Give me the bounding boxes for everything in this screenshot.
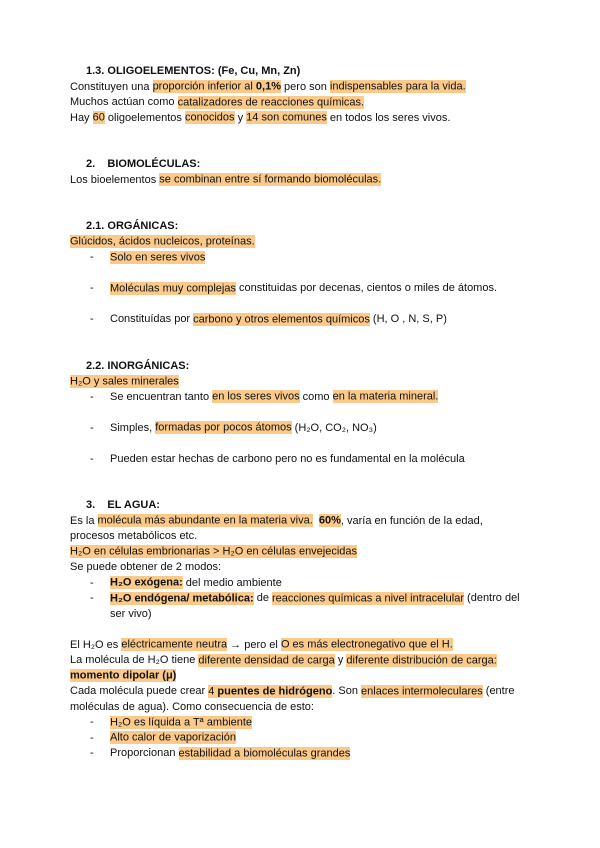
text-run: 2.2. INORGÁNICAS: [86, 359, 190, 372]
bullet-item [70, 746, 530, 762]
highlighted-text: H₂O y sales minerales [70, 375, 179, 387]
highlighted-text: 4 [208, 685, 215, 697]
bullet-item [70, 421, 530, 437]
blank-line [70, 343, 530, 359]
bullet-dash: - [90, 421, 94, 434]
text-run: Se puede obtener de 2 modos: [70, 561, 222, 573]
bullet-item [70, 390, 530, 406]
text-run: Constituyen una [70, 80, 153, 93]
paragraph [70, 173, 530, 189]
bullet-text [110, 452, 530, 468]
paragraph [70, 374, 530, 390]
paragraph [70, 560, 530, 576]
blank-line [70, 436, 530, 452]
bullet-item [70, 576, 530, 592]
highlighted-text: diferente distribución de carga: [346, 654, 497, 666]
text-run: Pueden estar hechas de carbono pero no es fundamental en la molécula [110, 452, 465, 465]
highlighted-text: diferente densidad de carga [198, 654, 335, 666]
highlighted-text: proporción inferior al [152, 80, 256, 93]
text-run: Muchos actúan como [70, 96, 178, 108]
blank-line [70, 297, 530, 313]
text-run: 2.1. ORGÁNICAS: [86, 220, 179, 232]
text-run: El H₂O es [70, 638, 122, 651]
text-run: Hay [70, 111, 93, 124]
bullet-dash: - [90, 452, 94, 465]
highlighted-text: indispensables para la vida. [329, 80, 466, 93]
highlighted-text: enlaces intermoleculares [361, 685, 483, 697]
bullet-text [110, 576, 530, 592]
text-run: y [234, 111, 247, 124]
bullet-text [110, 421, 530, 437]
highlighted-text: 60 [92, 111, 105, 124]
paragraph [70, 514, 530, 545]
highlighted-text: 60% [318, 514, 341, 527]
blank-line [70, 266, 530, 282]
text-run: Los bioelementos [70, 173, 160, 186]
text-run: (H, O , N, S, P) [369, 313, 447, 325]
heading-el-agua [70, 498, 530, 514]
bullet-dash: - [90, 576, 94, 589]
blank-line [70, 126, 530, 142]
highlighted-text: H₂O en células embrionarias > H₂O en células envejecidas [70, 545, 358, 558]
bullet-item [70, 312, 530, 328]
highlighted-text: conocidos [184, 111, 235, 124]
heading-inorganicas [70, 359, 530, 375]
blank-line [70, 622, 530, 638]
blank-line [70, 483, 530, 499]
highlighted-text: H₂O endógena/ metabólica: [110, 592, 254, 604]
text-run: Es la [70, 514, 98, 527]
text-run: como [299, 390, 333, 403]
highlighted-text: en la materia mineral. [332, 390, 439, 403]
paragraph [70, 653, 530, 684]
highlighted-text: Glúcidos, ácidos nucleicos, proteínas. [70, 235, 255, 248]
text-run [313, 515, 319, 527]
text-run: constituidas por decenas, cientos o miles de átomos. [235, 282, 498, 294]
highlighted-text: molécula más abundante en la materia viva. [97, 514, 313, 527]
highlighted-text: se combinan entre sí formando biomoléculas. [159, 173, 382, 186]
paragraph [70, 684, 530, 715]
paragraph [70, 235, 530, 251]
bullet-item [70, 715, 530, 731]
paragraph [70, 638, 530, 654]
text-run: Simples, [110, 421, 156, 434]
highlighted-text: O es más electronegativo que el H. [280, 638, 453, 651]
paragraph [70, 80, 530, 96]
highlighted-text: H₂O es líquida a Tª ambiente [110, 716, 253, 728]
text-run: (H₂O, CO₂, NO₃) [291, 421, 377, 434]
text-run: Proporcionan [110, 747, 179, 759]
bullet-item [70, 281, 530, 297]
text-run: → pero el [227, 638, 281, 651]
highlighted-text: carbono y otros elementos químicos [193, 313, 370, 325]
text-run: La molécula de H₂O tiene [70, 654, 199, 666]
blank-line [70, 405, 530, 421]
text-run: y [334, 654, 347, 666]
text-run: oligoelementos [104, 111, 185, 124]
highlighted-text: Solo en seres vivos [110, 251, 206, 263]
highlighted-text: momento dipolar (μ) [70, 669, 177, 682]
heading-organicas [70, 219, 530, 235]
text-run: Se encuentran tanto [110, 390, 213, 403]
blank-line [70, 467, 530, 483]
paragraph [70, 111, 530, 127]
text-run: 3. EL AGUA: [86, 499, 160, 511]
text-run: , varía en función de la edad, procesos metabólicos etc. [70, 514, 486, 542]
bullet-text [110, 281, 530, 297]
text-run: (dentro del ser vivo) [110, 592, 523, 620]
bullet-text [110, 746, 530, 762]
bullet-item [70, 452, 530, 468]
bullet-dash: - [90, 747, 94, 759]
highlighted-text: 0,1% [255, 80, 281, 93]
blank-line [70, 188, 530, 204]
highlighted-text: en los seres vivos [212, 390, 300, 403]
text-run: Constituídas por [110, 313, 194, 325]
bullet-text [110, 715, 530, 731]
heading-biomoleculas [70, 157, 530, 173]
bullet-text [110, 312, 530, 328]
paragraph [70, 95, 530, 111]
bullet-dash: - [90, 390, 94, 403]
bullet-dash: - [90, 592, 94, 604]
bullet-text [110, 390, 530, 406]
highlighted-text: formadas por pocos átomos [155, 421, 292, 434]
bullet-item [70, 250, 530, 266]
bullet-item [70, 591, 530, 622]
text-run: 1.3. OLIGOELEMENTOS: (Fe, Cu, Mn, Zn) [86, 65, 301, 77]
bullet-text [110, 591, 530, 622]
text-run: . Son [332, 685, 362, 697]
highlighted-text: eléctricamente neutra [121, 638, 228, 651]
bullet-text [110, 731, 530, 747]
blank-line [70, 204, 530, 220]
bullet-dash: - [90, 313, 94, 325]
text-run: 2. BIOMOLÉCULAS: [86, 158, 201, 170]
highlighted-text: puentes de hidrógeno [217, 685, 333, 697]
bullet-item [70, 731, 530, 747]
text-run: pero son [280, 80, 330, 93]
blank-line [70, 142, 530, 158]
bullet-dash: - [90, 731, 94, 744]
highlighted-text: H₂O exógena: [110, 576, 183, 589]
paragraph [70, 545, 530, 561]
text-run: (entre moléculas de agua). Como consecuencia de esto: [70, 685, 518, 713]
text-run: del medio ambiente [182, 576, 282, 589]
text-run: Cada molécula puede crear [70, 685, 209, 697]
bullet-text [110, 250, 530, 266]
bullet-dash: - [90, 716, 94, 728]
highlighted-text: 14 son comunes [246, 111, 327, 124]
text-run: de [253, 592, 272, 604]
bullet-dash: - [90, 282, 94, 294]
highlighted-text: Alto calor de vaporización [110, 731, 236, 744]
blank-line [70, 328, 530, 344]
bullet-dash: - [90, 251, 94, 263]
highlighted-text: catalizadores de reacciones químicas. [177, 96, 365, 108]
text-run: en todos los seres vivos. [326, 111, 451, 124]
highlighted-text: Moléculas muy complejas [110, 282, 236, 294]
highlighted-text: estabilidad a biomoléculas grandes [178, 747, 351, 759]
highlighted-text: reacciones químicas a nivel intracelular [272, 592, 464, 604]
text-run [497, 654, 500, 666]
heading-oligoelementos [70, 64, 530, 80]
